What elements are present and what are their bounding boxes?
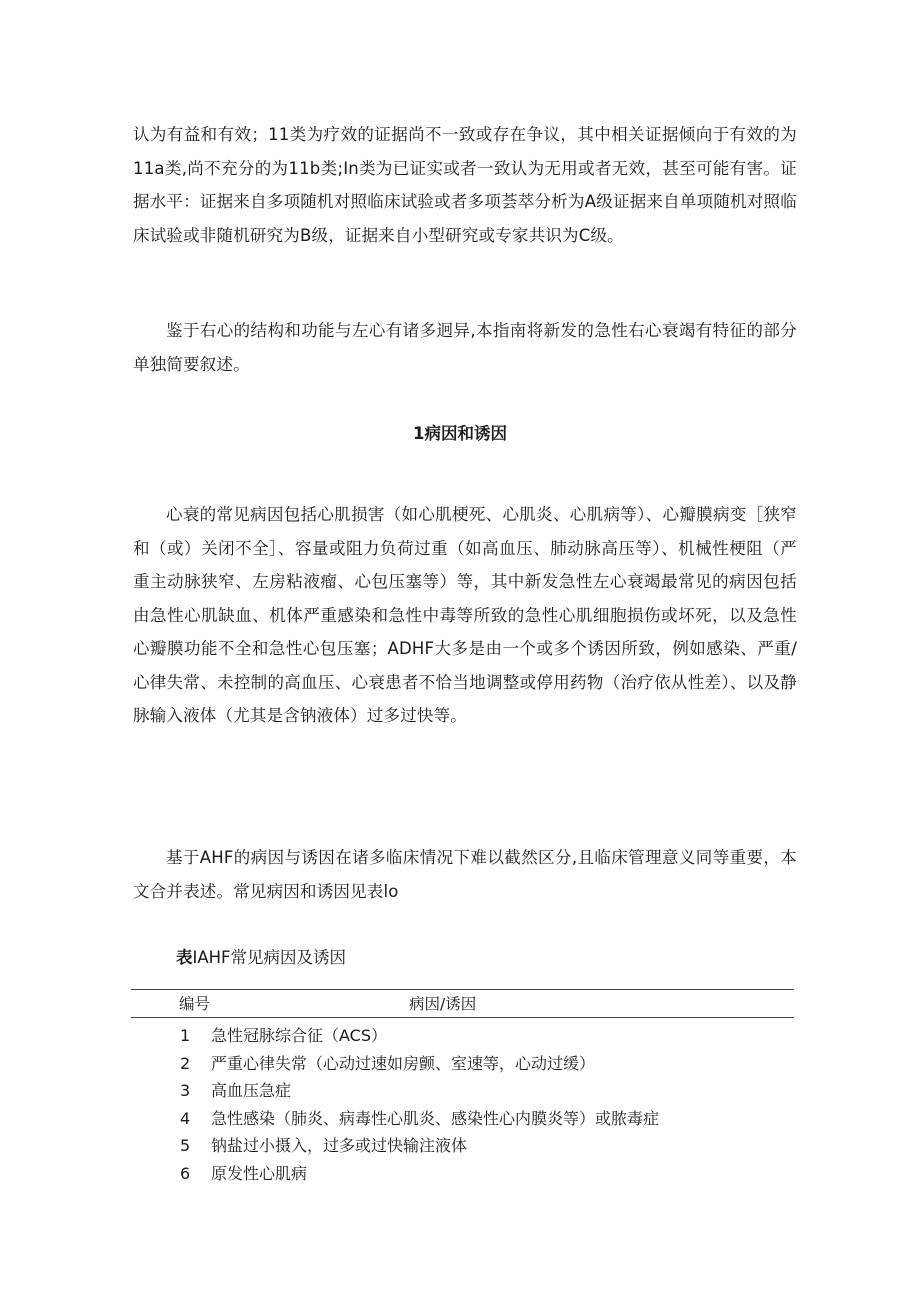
row-cause: 严重心律失常（心动过速如房颤、室速等，心动过缓）	[211, 1053, 596, 1073]
row-cause: 高血压急症	[211, 1081, 292, 1101]
paragraph-right-heart-note: 鉴于右心的结构和功能与左心有诸多迥异,本指南将新发的急性右心衰竭有特征的部分单独简要叙述。	[133, 321, 797, 374]
table-header	[0, 992, 920, 1016]
table-caption	[176, 944, 346, 972]
row-cause: 原发性心肌病	[211, 1163, 308, 1183]
table-row	[0, 1022, 920, 1050]
row-cause: 急性感染（肺炎、病毒性心肌炎、感染性心内膜炎等）或脓毒症	[211, 1108, 660, 1128]
row-number: 3	[180, 1081, 191, 1101]
paragraph-common-causes: 心衰的常见病因包括心肌损害（如心肌梗死、心肌炎、心肌病等）、心瓣膜病变［狭窄和（或）关闭不全］、容量或阻力负荷过重（如高血压、肺动脉高压等）、机械性梗阻（严重主动脉狭窄、左房粘液瘤、心包压塞等）等，其中新发急性左心衰竭最常见的病因包括由急性心肌缺血、机体严重感染和急性中毒等所致的急性心肌细胞损伤或坏死，以及急性心瓣膜功能不全和急性心包压塞；ADHF大多是由一个或多个诱因所致，例如感染、严重/心律失常、未控制的高血压、心衰患者不恰当地调整或停用药物（治疗依从性差）、以及静脉输入液体（尤其是含钠液体）过多过快等。	[133, 505, 797, 725]
table-row	[0, 1132, 920, 1160]
table-row	[0, 1050, 920, 1078]
paragraph-evidence-levels: 认为有益和有效；11类为疗效的证据尚不一致或存在争议，其中相关证据倾向于有效的为11a类,尚不充分的为11b类;In类为已证实或者一致认为无用或者无效，甚至可能有害。证据水平：证据来自多项随机对照临床试验或者多项荟萃分析为A级证据来自单项随机对照临床试验或非随机研究为B级，证据来自小型研究或专家共识为C级。	[133, 125, 797, 245]
table-header-rule	[131, 1017, 794, 1018]
row-cause: 钠盐过小摄入，过多或过快输注液体	[211, 1136, 468, 1156]
row-cause: 急性冠脉综合征（ACS）	[211, 1026, 387, 1045]
table-caption-prefix: 表	[176, 948, 193, 967]
table-header-number: 编号	[179, 995, 211, 1013]
table-header-cause: 病因/诱因	[409, 995, 477, 1013]
row-number: 6	[180, 1163, 191, 1183]
table-row	[0, 1077, 920, 1105]
paragraph-combined-description: 基于AHF的病因与诱因在诸多临床情况下难以截然区分,且临床管理意义同等重要，本文合并表述。常见病因和诱因见表lo	[133, 848, 797, 901]
section-title: 1病因和诱因	[413, 424, 507, 443]
row-number: 2	[180, 1053, 191, 1073]
table-body	[0, 1022, 920, 1188]
row-number: 5	[180, 1136, 191, 1156]
row-number: 1	[180, 1026, 191, 1045]
table-top-rule	[131, 989, 794, 990]
table-row	[0, 1160, 920, 1188]
row-number: 4	[180, 1108, 191, 1128]
table-row	[0, 1105, 920, 1133]
table-caption-text: IAHF常见病因及诱因	[192, 948, 347, 967]
